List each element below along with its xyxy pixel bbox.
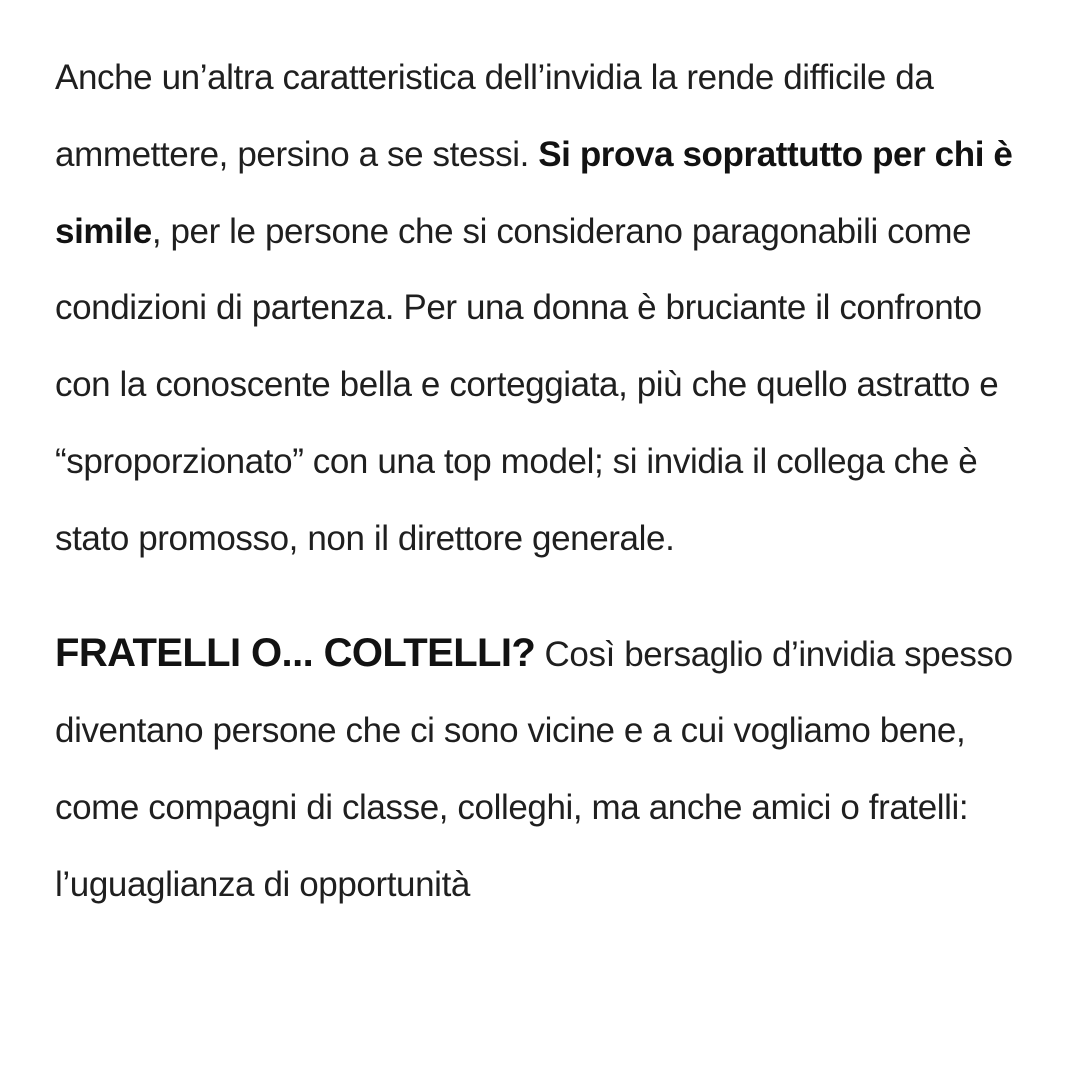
paragraph-text: Così bersaglio d’invidia spesso diventano persone che ci sono vicine e a cui vogliamo bene, come compagni di classe, colleghi, ma anche amici o fratelli: l’uguaglianza di opportunità (55, 634, 1013, 904)
paragraph-text: , per le persone che si considerano paragonabili come condizioni di partenza. Per una donna è bruciante il confronto con la conoscente bella e corteggiata, più che quello astratto e “sproporzionato” con una top model; si invidia il collega che è stato promosso, non il direttore generale. (55, 211, 999, 558)
section-heading: FRATELLI O... COLTELLI? (55, 630, 536, 675)
paragraph-envy-similarity (55, 40, 1045, 578)
paragraph-text: Anche un’altra caratteristica dell’invidia la rende difficile da ammettere, persino a se stessi. (55, 58, 934, 174)
bold-emphasis-text: Si prova soprattutto per chi è simile (55, 134, 1013, 251)
paragraph-fratelli-coltelli (55, 615, 1045, 924)
article-body (55, 40, 1045, 924)
